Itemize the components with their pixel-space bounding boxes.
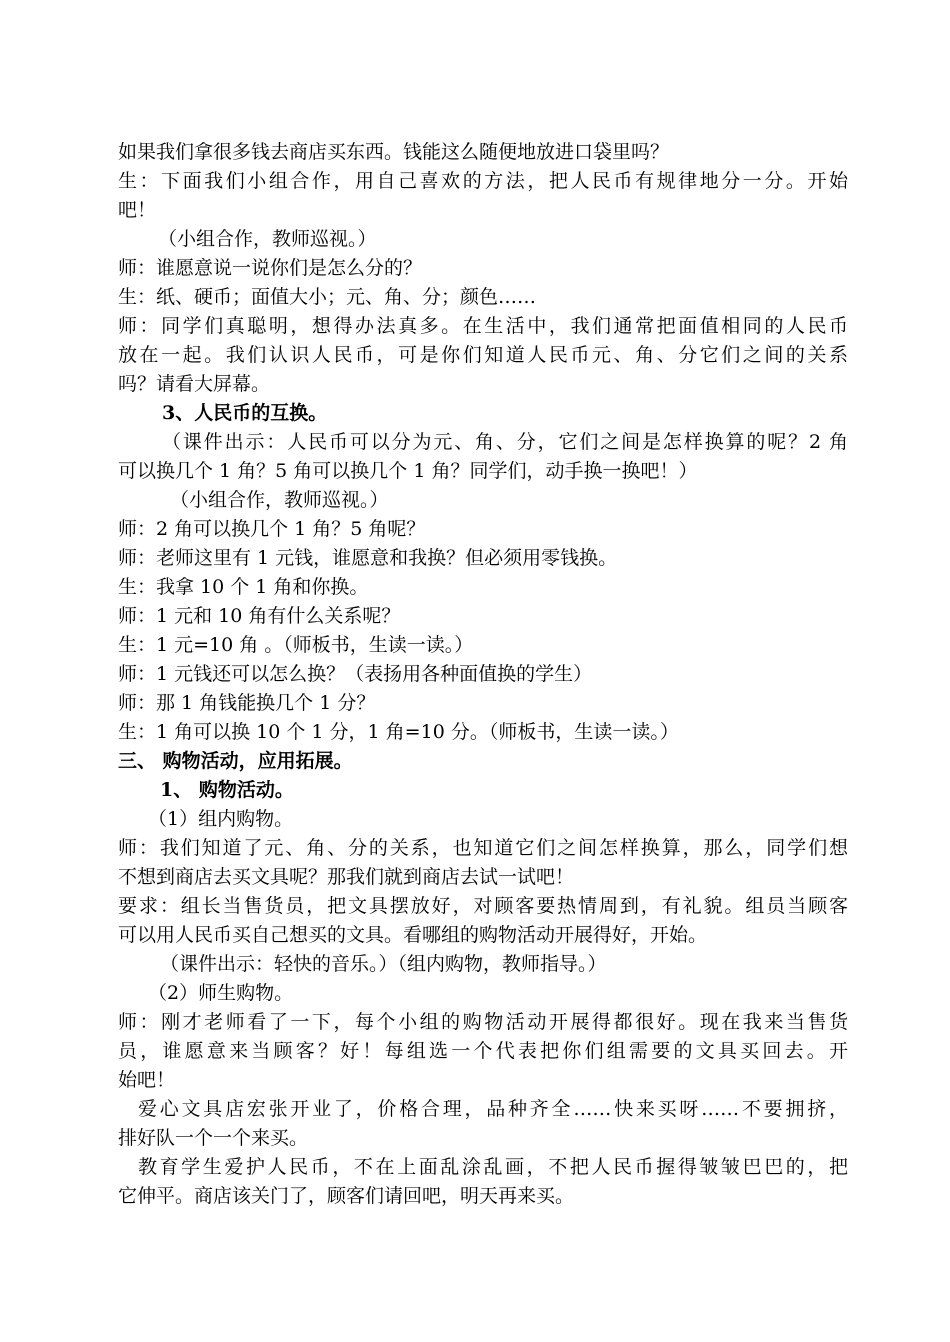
text-line: （课件出示：轻快的音乐。）（组内购物，教师指导。） (160, 953, 607, 975)
text-line: 爱心文具店宏张开业了，价格合理，品种齐全……快来买呀……不要拥挤， (138, 1098, 848, 1120)
text-line: 始吧！ (118, 1069, 176, 1091)
text-line: 师：1 元和 10 角有什么关系呢？ (118, 605, 401, 627)
text-line: 员，谁愿意来当顾客？好！每组选一个代表把你们组需要的文具买回去。开 (118, 1040, 848, 1062)
subsection-heading: 1、 购物活动。 (160, 779, 294, 801)
section-heading: 3、人民币的互换。 (162, 402, 328, 424)
text-line: 排好队一个一个来买。 (118, 1127, 309, 1149)
text-line: 吗？请看大屏幕。 (118, 373, 271, 395)
text-line: 它伸平。商店该关门了，顾客们请回吧，明天再来买。 (118, 1185, 575, 1207)
text-line: 师：1 元钱还可以怎么换？（表扬用各种面值换的学生） (118, 663, 593, 685)
text-line: （2）师生购物。 (148, 982, 294, 1004)
text-line: 生：下面我们小组合作，用自己喜欢的方法，把人民币有规律地分一分。开始 (118, 170, 848, 192)
text-line: 生：1 角可以换 10 个 1 分，1 角=10 分。（师板书，生读一读。） (118, 721, 679, 743)
text-line: 教育学生爱护人民币，不在上面乱涂乱画，不把人民币握得皱皱巴巴的，把 (138, 1156, 848, 1178)
text-line: 不想到商店去买文具呢？那我们就到商店去试一试吧！ (118, 866, 575, 888)
text-line: 师：同学们真聪明，想得办法真多。在生活中，我们通常把面值相同的人民币 (118, 315, 848, 337)
text-line: （小组合作，教师巡视。） (158, 228, 377, 250)
text-line: 生：我拿 10 个 1 角和你换。 (118, 576, 369, 598)
text-line: 师：老师这里有 1 元钱，谁愿意和我换？但必须用零钱换。 (118, 547, 618, 569)
text-line: 师：谁愿意说一说你们是怎么分的？ (118, 257, 423, 279)
document-page (118, 138, 848, 1211)
text-line: 要求：组长当售货员，把文具摆放好，对顾客要热情周到，有礼貌。组员当顾客 (118, 895, 848, 917)
text-line: （课件出示：人民币可以分为元、角、分，它们之间是怎样换算的呢？2 角 (162, 431, 848, 453)
text-line: 如果我们拿很多钱去商店买东西。钱能这么随便地放进口袋里吗？ (118, 141, 670, 163)
text-line: 吧！ (118, 199, 157, 221)
text-line: （小组合作，教师巡视。） (170, 489, 389, 511)
text-line: 师：那 1 角钱能换几个 1 分？ (118, 692, 376, 714)
text-line: 可以用人民币买自己想买的文具。看哪组的购物活动开展得好，开始。 (118, 924, 708, 946)
text-line: 可以换几个 1 角？5 角可以换几个 1 角？同学们，动手换一换吧！） (118, 460, 698, 482)
text-line: 生：1 元=10 角 。（师板书，生读一读。） (118, 634, 474, 656)
text-line: 生：纸、硬币；面值大小；元、角、分；颜色…… (118, 286, 537, 308)
text-line: 师：我们知道了元、角、分的关系，也知道它们之间怎样换算，那么，同学们想 (118, 837, 848, 859)
text-line: 放在一起。我们认识人民币，可是你们知道人民币元、角、分它们之间的关系 (118, 344, 848, 366)
text-line: 师：2 角可以换几个 1 角？5 角呢？ (118, 518, 426, 540)
text-line: （1）组内购物。 (148, 808, 294, 830)
section-heading: 三、 购物活动，应用拓展。 (118, 750, 353, 772)
text-line: 师：刚才老师看了一下，每个小组的购物活动开展得都很好。现在我来当售货 (118, 1011, 848, 1033)
